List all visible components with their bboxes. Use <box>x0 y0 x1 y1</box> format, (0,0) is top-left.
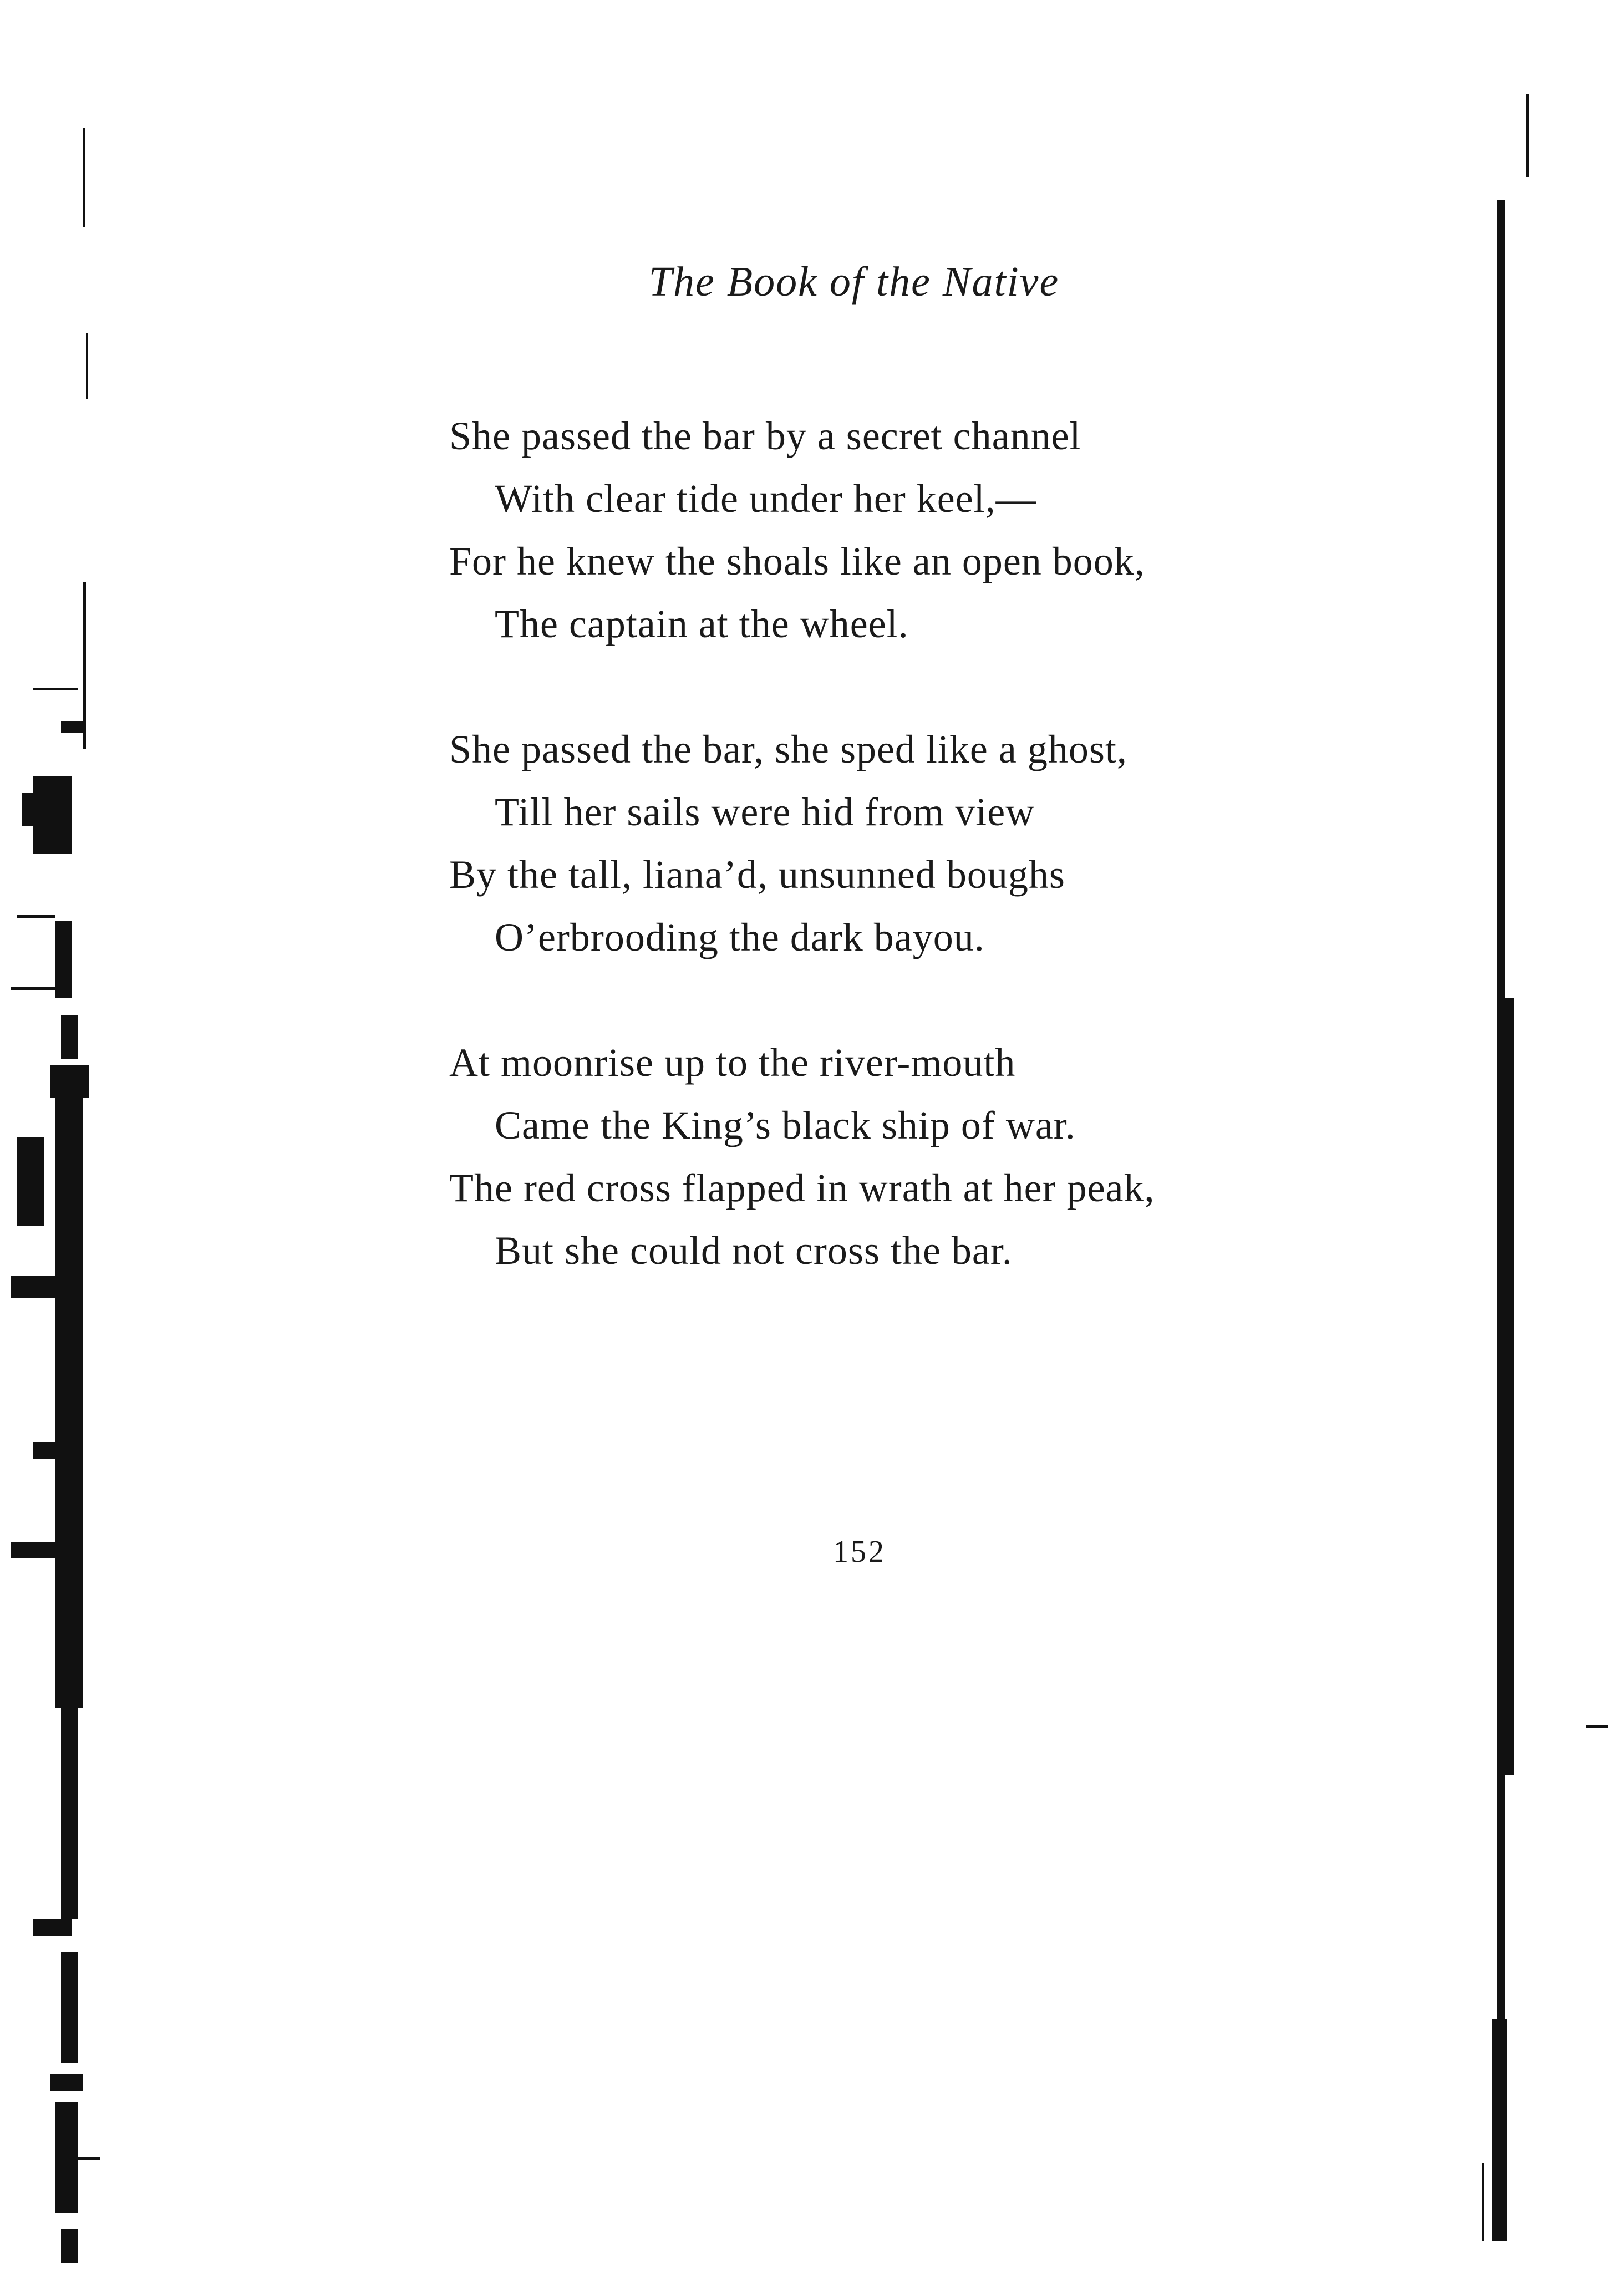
poem-body <box>449 405 1370 1345</box>
stanza <box>449 1032 1370 1282</box>
poem-line: The red cross flapped in wrath at her peak, <box>449 1166 1155 1210</box>
running-head: The Book of the Native <box>648 258 1060 305</box>
poem-line: But she could not cross the bar. <box>495 1228 1013 1273</box>
poem-line: For he knew the shoals like an open book, <box>449 539 1145 583</box>
stanza <box>449 718 1370 969</box>
scan-artifact-left-edge <box>0 0 100 2296</box>
poem-line: O’erbrooding the dark bayou. <box>495 915 985 959</box>
scan-artifact-right-edge <box>1475 0 1611 2296</box>
page-number: 152 <box>833 1535 886 1569</box>
poem-line: Came the King’s black ship of war. <box>495 1103 1076 1147</box>
poem-line: Till her sails were hid from view <box>495 790 1035 834</box>
poem-line: At moonrise up to the river-mouth <box>449 1040 1016 1085</box>
poem-line: By the tall, liana’d, unsunned boughs <box>449 852 1065 897</box>
poem-line: The captain at the wheel. <box>495 602 909 646</box>
poem-line: With clear tide under her keel,— <box>495 476 1036 521</box>
stanza <box>449 405 1370 656</box>
poem-line: She passed the bar by a secret channel <box>449 414 1081 458</box>
poem-line: She passed the bar, she sped like a ghost, <box>449 727 1127 771</box>
